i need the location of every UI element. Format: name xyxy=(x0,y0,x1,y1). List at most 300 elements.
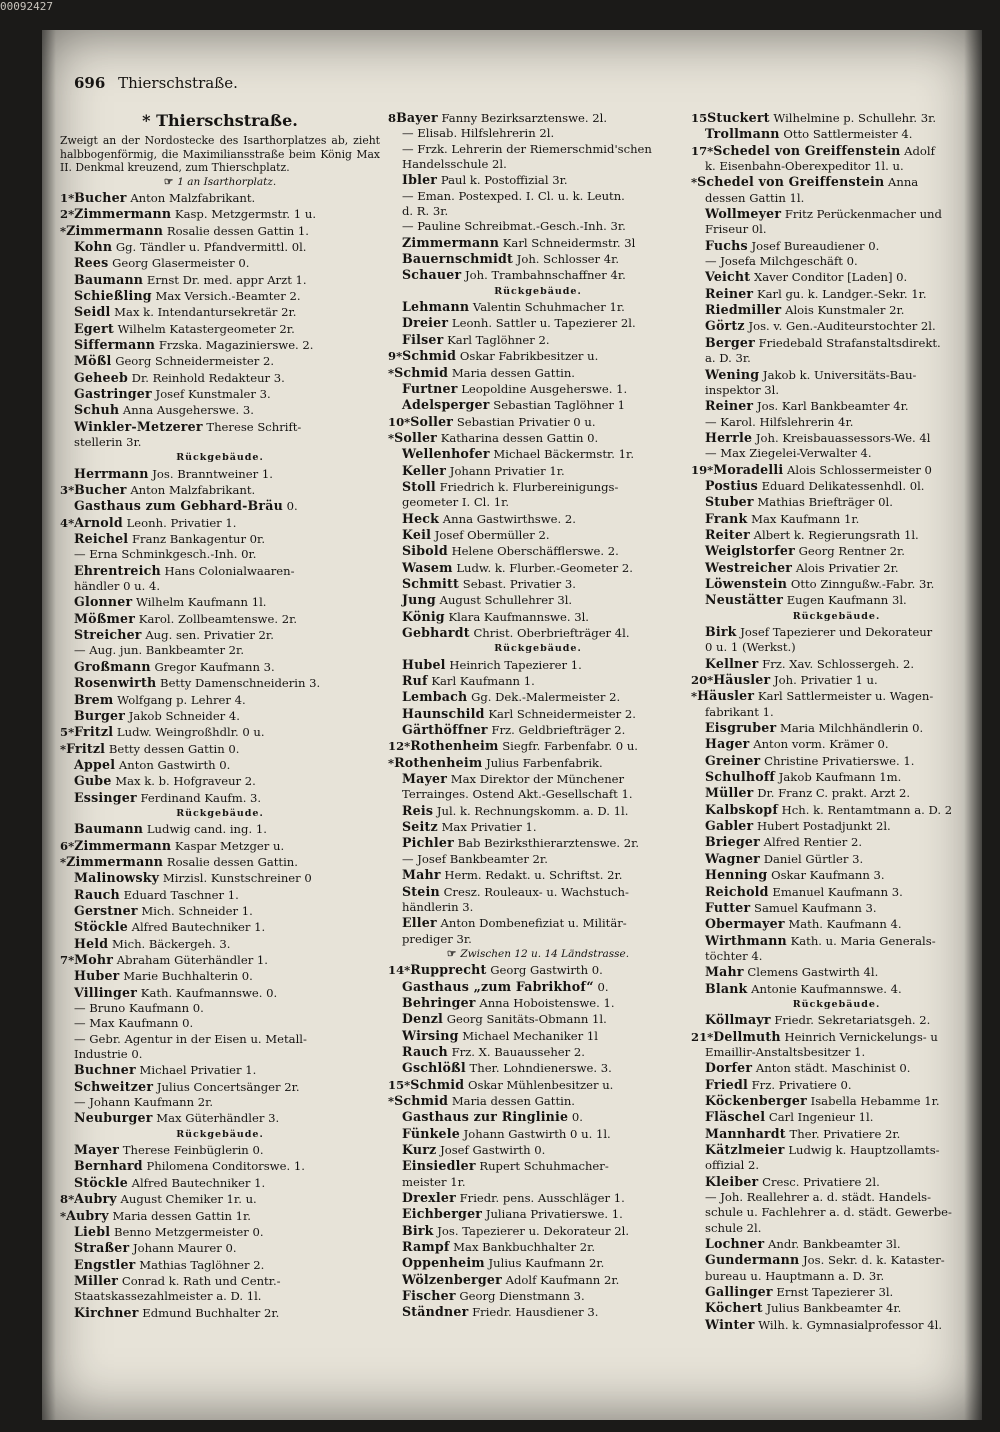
resident-name: Reichold xyxy=(705,883,769,899)
resident-entry xyxy=(60,627,380,643)
resident-entry xyxy=(60,1208,380,1224)
resident-entry xyxy=(388,543,688,559)
resident-entry xyxy=(691,851,982,867)
resident-details: Gg. Tändler u. Pfandvermittl. 0l. xyxy=(115,239,307,254)
running-head-title: Thierschstraße. xyxy=(118,74,238,92)
resident-details: Rosalie dessen Gattin. xyxy=(166,854,298,869)
resident-name: Gasthaus zur Ringlinie xyxy=(402,1109,569,1125)
resident-details: Otto Zinngußw.-Fabr. 3r. xyxy=(790,576,935,591)
house-number: * xyxy=(388,365,395,380)
resident-details: Anna xyxy=(888,175,919,190)
resident-entry xyxy=(60,659,380,675)
resident-name: Geheeb xyxy=(74,369,128,385)
resident-details: Kath. Kaufmannswe. 0. xyxy=(140,985,278,1000)
resident-details: Heinrich Vernickelungs- u xyxy=(784,1029,938,1044)
resident-entry xyxy=(691,143,982,159)
resident-name: Glonner xyxy=(74,594,133,610)
street-title: * Thierschstraße. xyxy=(142,111,298,130)
resident-name: Rosenwirth xyxy=(74,675,157,691)
resident-details: Frz. Xav. Schlossergeh. 2. xyxy=(762,656,915,671)
resident-entry xyxy=(388,1272,688,1288)
resident-entry xyxy=(691,1060,982,1076)
resident-details: Franz Bankagentur 0r. xyxy=(131,532,266,547)
resident-details: Maria Milchhändlerin 0. xyxy=(780,721,924,736)
resident-details: Friedr. Sekretariatsgeh. 2. xyxy=(774,1013,931,1028)
resident-details: Georg Glasermeister 0. xyxy=(112,256,250,271)
resident-name: Baumann xyxy=(74,821,144,837)
resident-details: Max Privatier 1. xyxy=(441,820,537,835)
resident-details: Hans Colonialwaaren- xyxy=(164,563,295,578)
resident-name: Schauer xyxy=(402,267,462,283)
resident-details: Max Güterhändler 3. xyxy=(156,1111,280,1126)
entry-continuation: — Frzk. Lehrerin der Riemerschmid'schen xyxy=(402,141,652,156)
resident-name: Drexler xyxy=(402,1190,456,1206)
resident-entry xyxy=(388,560,688,576)
resident-entry xyxy=(691,560,982,576)
resident-details: Jakob Schneider 4. xyxy=(128,708,240,723)
resident-name: Streicher xyxy=(74,627,142,643)
resident-entry xyxy=(388,1304,688,1320)
entry-continuation: — Max Kaufmann 0. xyxy=(74,1016,194,1031)
resident-details: Karol. Zollbeamtenswe. 2r. xyxy=(138,611,298,626)
resident-details: Max k. b. Hofgraveur 2. xyxy=(115,774,256,789)
resident-details: Bab Bezirksthierarztenswe. 2r. xyxy=(457,836,640,851)
resident-details: Philomena Conditorswe. 1. xyxy=(146,1159,305,1174)
resident-name: Schmid xyxy=(402,348,457,364)
house-number: * xyxy=(388,755,395,770)
resident-name: Trollmann xyxy=(705,126,780,142)
resident-name: Mößmer xyxy=(74,610,136,626)
resident-entry xyxy=(691,1284,982,1300)
resident-name: Köchert xyxy=(705,1300,763,1316)
resident-name: Rampf xyxy=(402,1239,450,1255)
entry-continuation: — Johann Kaufmann 2r. xyxy=(74,1095,214,1110)
resident-details: Julius Kaufmann 2r. xyxy=(488,1256,605,1271)
resident-details: Mirzisl. Kunstschreiner 0 xyxy=(162,871,312,886)
resident-name: Häusler xyxy=(697,688,755,704)
section-subheading: Rückgebäude. xyxy=(176,1128,264,1140)
resident-entry xyxy=(388,235,688,251)
house-number: * xyxy=(60,854,67,869)
resident-entry xyxy=(60,239,380,255)
resident-name: Friedl xyxy=(705,1076,748,1092)
resident-name: Rees xyxy=(74,255,109,271)
resident-entry xyxy=(388,1077,688,1093)
resident-name: Ständner xyxy=(402,1304,469,1320)
resident-details: Maria dessen Gattin. xyxy=(451,1093,575,1108)
resident-name: Zimmermann xyxy=(74,837,172,853)
entry-continuation: — Max Ziegelei-Verwalter 4. xyxy=(705,446,872,461)
resident-name: Mannhardt xyxy=(705,1125,786,1141)
resident-name: Rauch xyxy=(402,1043,448,1059)
resident-name: Gube xyxy=(74,773,112,789)
resident-entry xyxy=(60,968,380,984)
resident-details: Adolf xyxy=(904,143,935,158)
resident-details: Michael Privatier 1. xyxy=(139,1063,257,1078)
resident-entry xyxy=(60,741,380,757)
section-subheading: Rückgebäude. xyxy=(176,452,264,464)
resident-entry xyxy=(388,348,688,364)
resident-details: Georg Gastwirth 0. xyxy=(490,963,603,978)
entry-continuation: Emaillir-Anstaltsbesitzer 1. xyxy=(705,1044,866,1059)
resident-entry xyxy=(60,790,380,806)
resident-name: Aubry xyxy=(74,1191,117,1207)
resident-entry xyxy=(691,367,982,383)
resident-name: Straßer xyxy=(74,1240,130,1256)
resident-entry xyxy=(60,515,380,531)
resident-details: Cresc. Privatiere 2l. xyxy=(762,1174,880,1189)
resident-details: Alois Privatier 2r. xyxy=(795,560,899,575)
resident-name: Gasthaus „zum Fabrikhof“ xyxy=(402,978,594,994)
resident-entry xyxy=(60,1240,380,1256)
resident-name: Rothenheim xyxy=(394,754,483,770)
house-number: * xyxy=(60,741,67,756)
resident-name: Köckenberger xyxy=(705,1092,807,1108)
entry-continuation: händler 0 u. 4. xyxy=(74,579,161,594)
house-number: * xyxy=(388,430,395,445)
resident-name: Siffermann xyxy=(74,336,156,352)
resident-entry xyxy=(388,657,688,673)
resident-entry xyxy=(388,867,688,883)
resident-details: Ther. Lohndienerswe. 3. xyxy=(469,1061,612,1076)
entry-continuation: — Elisab. Hilfslehrerin 2l. xyxy=(402,126,555,141)
resident-details: Abraham Güterhändler 1. xyxy=(116,953,268,967)
entry-continuation: Industrie 0. xyxy=(74,1047,143,1062)
resident-entry xyxy=(691,736,982,752)
column-1 xyxy=(60,110,380,1321)
entry-continuation: — Pauline Schreibmat.-Gesch.-Inh. 3r. xyxy=(402,219,626,234)
house-number: 19* xyxy=(691,462,714,477)
resident-entry xyxy=(691,1029,982,1045)
resident-entry xyxy=(60,1175,380,1191)
resident-entry xyxy=(691,318,982,334)
resident-entry xyxy=(691,624,982,640)
house-number: * xyxy=(60,1208,67,1223)
resident-name: Fischer xyxy=(402,1288,456,1304)
resident-entry xyxy=(388,527,688,543)
entry-continuation: stellerin 3r. xyxy=(74,435,142,449)
resident-details: Valentin Schuhmacher 1r. xyxy=(472,300,625,315)
resident-details: Mathias Briefträger 0l. xyxy=(757,495,893,510)
resident-entry xyxy=(60,708,380,724)
resident-entry xyxy=(60,1110,380,1126)
resident-details: Joh. Kreisbauassessors-We. 4l xyxy=(755,430,931,445)
resident-details: Hch. k. Rentamtmann a. D. 2 xyxy=(781,802,953,817)
resident-name: Gärthöffner xyxy=(402,722,488,738)
resident-details: Carl Ingenieur 1l. xyxy=(768,1110,874,1125)
resident-entry xyxy=(388,576,688,592)
resident-details: Jul. k. Rechnungskomm. a. D. 1l. xyxy=(436,803,629,818)
resident-details: Juliana Privatierswe. 1. xyxy=(485,1207,623,1222)
resident-name: Gastringer xyxy=(74,385,152,401)
resident-details: Max Versich.-Beamter 2. xyxy=(155,288,301,303)
resident-name: Rupprecht xyxy=(410,962,487,978)
resident-entry xyxy=(388,771,688,787)
resident-details: Julius Farbenfabrik. xyxy=(486,755,603,770)
resident-entry xyxy=(691,916,982,932)
resident-details: Max Kaufmann 1r. xyxy=(751,511,860,526)
resident-name: Löwenstein xyxy=(705,575,788,591)
resident-name: Häusler xyxy=(713,672,771,688)
resident-details: Georg Rentner 2r. xyxy=(798,544,905,559)
resident-details: Mich. Bäckergeh. 3. xyxy=(112,936,231,951)
resident-name: Keil xyxy=(402,526,432,542)
house-number: * xyxy=(691,175,698,190)
resident-name: Müller xyxy=(705,785,754,801)
resident-entry xyxy=(691,462,982,478)
resident-entry xyxy=(691,1142,982,1158)
resident-name: Eichberger xyxy=(402,1206,483,1222)
resident-details: Max Direktor der Münchener xyxy=(450,772,625,787)
house-number: 15 xyxy=(691,111,708,125)
resident-name: Gallinger xyxy=(705,1284,773,1300)
resident-name: Kohn xyxy=(74,238,113,254)
resident-name: Schuh xyxy=(74,402,120,418)
resident-entry xyxy=(60,887,380,903)
resident-name: Kleiber xyxy=(705,1173,759,1189)
resident-details: Sebast. Privatier 3. xyxy=(462,576,576,591)
resident-details: Wilhelm Katastergeometer 2r. xyxy=(117,321,295,336)
resident-entry xyxy=(60,952,380,968)
resident-entry xyxy=(60,870,380,886)
resident-entry xyxy=(691,174,982,190)
resident-name: Bucher xyxy=(74,189,127,205)
resident-entry xyxy=(60,692,380,708)
resident-entry xyxy=(60,1079,380,1095)
resident-name: Essinger xyxy=(74,789,137,805)
resident-entry xyxy=(60,821,380,837)
resident-details: Kaspar Metzger u. xyxy=(174,838,285,853)
resident-details: Aug. sen. Privatier 2r. xyxy=(145,628,274,643)
house-number: 7* xyxy=(60,953,75,967)
resident-details: Jakob k. Universitäts-Bau- xyxy=(762,367,917,382)
resident-name: Miller xyxy=(74,1272,119,1288)
resident-entry xyxy=(691,110,982,126)
resident-entry xyxy=(388,1288,688,1304)
resident-entry xyxy=(388,299,688,315)
resident-name: Frank xyxy=(705,510,748,526)
resident-name: Schedel von Greiffenstein xyxy=(713,142,901,158)
resident-details: Josef Obermüller 2. xyxy=(434,527,550,542)
resident-details: Alfred Bautechniker 1. xyxy=(131,1175,266,1190)
resident-entry xyxy=(388,172,688,188)
resident-name: Birk xyxy=(402,1222,434,1238)
resident-entry xyxy=(388,592,688,608)
resident-name: Dellmuth xyxy=(713,1028,781,1044)
resident-details: 0. xyxy=(571,1110,583,1125)
resident-entry xyxy=(60,304,380,320)
resident-entry xyxy=(691,576,982,592)
resident-details: Michael Mechaniker 1l xyxy=(462,1028,598,1043)
resident-details: Friedr. pens. Ausschläger 1. xyxy=(459,1191,625,1206)
house-number: 14* xyxy=(388,963,411,978)
resident-entry xyxy=(388,267,688,283)
resident-name: Stuckert xyxy=(707,110,770,125)
resident-entry xyxy=(691,933,982,949)
resident-details: Jos. Sekr. d. k. Kataster- xyxy=(803,1253,945,1268)
resident-entry xyxy=(60,419,380,435)
resident-name: Brieger xyxy=(705,834,760,850)
resident-name: Lehmann xyxy=(402,299,470,315)
resident-name: Baumann xyxy=(74,271,144,287)
resident-details: Gg. Dek.-Malermeister 2. xyxy=(471,690,621,705)
resident-name: Sibold xyxy=(402,543,448,559)
resident-name: Adelsperger xyxy=(402,397,490,413)
resident-entry xyxy=(691,1109,982,1125)
resident-name: Denzl xyxy=(402,1011,444,1027)
resident-entry xyxy=(691,720,982,736)
resident-entry xyxy=(691,1174,982,1190)
resident-entry xyxy=(388,755,688,771)
resident-details: Friedrich k. Flurbereinigungs- xyxy=(439,479,619,494)
resident-details: Edmund Buchhalter 2r. xyxy=(142,1305,280,1320)
house-number: 8 xyxy=(388,111,397,125)
resident-entry xyxy=(60,482,380,498)
resident-name: Gasthaus zum Gebhard-Bräu xyxy=(74,498,283,514)
resident-entry xyxy=(388,625,688,641)
resident-details: Daniel Gürtler 3. xyxy=(763,851,864,866)
resident-name: Neuburger xyxy=(74,1110,153,1126)
resident-entry xyxy=(388,884,688,900)
resident-entry xyxy=(691,981,982,997)
entry-continuation: Handelsschule 2l. xyxy=(402,157,507,172)
house-number: 6* xyxy=(60,838,75,853)
entry-continuation: schule u. Fachlehrer a. d. städt. Gewerbe- xyxy=(705,1205,952,1220)
resident-entry xyxy=(60,1257,380,1273)
resident-details: Max Bankbuchhalter 2r. xyxy=(453,1240,596,1255)
house-pointer-note xyxy=(388,947,688,962)
resident-entry xyxy=(691,398,982,414)
resident-name: Futter xyxy=(705,899,751,915)
resident-entry xyxy=(388,479,688,495)
resident-name: Hager xyxy=(705,736,750,752)
resident-name: Wellenhofer xyxy=(402,446,490,462)
resident-details: Otto Sattlermeister 4. xyxy=(783,127,913,142)
resident-name: Reiter xyxy=(705,526,750,542)
resident-details: Christine Privatierswe. 1. xyxy=(764,753,915,768)
resident-name: Veicht xyxy=(705,269,751,285)
resident-name: Henning xyxy=(705,867,768,883)
resident-details: Frz. Privatiere 0. xyxy=(751,1077,852,1092)
resident-name: Stuber xyxy=(705,494,754,510)
resident-entry xyxy=(388,1109,688,1125)
resident-name: Kellner xyxy=(705,655,759,671)
resident-name: Appel xyxy=(74,756,116,772)
resident-name: Herrmann xyxy=(74,465,149,481)
resident-details: Samuel Kaufmann 3. xyxy=(754,900,877,915)
entry-continuation: d. R. 3r. xyxy=(402,204,449,219)
scan-id: 00092427 xyxy=(0,0,53,13)
resident-name: Wasem xyxy=(402,559,453,575)
resident-name: Schießling xyxy=(74,287,152,303)
resident-name: Ibler xyxy=(402,172,438,188)
resident-details: Eduard Taschner 1. xyxy=(123,887,239,902)
resident-name: Stöckle xyxy=(74,1174,128,1190)
resident-details: Friedebald Strafanstaltsdirekt. xyxy=(758,335,941,350)
resident-name: Reichel xyxy=(74,531,129,547)
resident-name: Kalbskopf xyxy=(705,801,778,817)
section-subheading: Rückgebäude. xyxy=(494,285,582,297)
house-number: 9* xyxy=(388,349,403,364)
resident-entry xyxy=(388,511,688,527)
resident-name: Weiglstorfer xyxy=(705,543,795,559)
resident-name: Haunschild xyxy=(402,705,485,721)
resident-name: Reiner xyxy=(705,285,754,301)
resident-entry xyxy=(388,397,688,413)
resident-name: Fuchs xyxy=(705,237,748,253)
resident-details: Eugen Kaufmann 3l. xyxy=(786,593,907,608)
resident-name: Gabler xyxy=(705,818,754,834)
entry-continuation: 0 u. 1 (Werkst.) xyxy=(705,640,796,655)
resident-name: Gebhardt xyxy=(402,625,470,640)
resident-details: Oskar Mühlenbesitzer u. xyxy=(467,1077,614,1092)
resident-details: Siegfr. Farbenfabr. 0 u. xyxy=(502,739,638,754)
resident-details: Josef Bureaudiener 0. xyxy=(751,238,880,253)
resident-entry xyxy=(691,126,982,142)
resident-name: Keller xyxy=(402,462,447,478)
resident-name: Gschlößl xyxy=(402,1060,466,1076)
pointer-text: Zwischen 12 u. 14 Ländstrasse. xyxy=(460,947,630,960)
resident-details: Gregor Kaufmann 3. xyxy=(154,659,275,674)
resident-name: Ehrentreich xyxy=(74,562,161,578)
resident-entry xyxy=(60,370,380,386)
entry-continuation: Staatskassezahlmeister a. D. 1l. xyxy=(74,1289,262,1304)
resident-name: Moradelli xyxy=(713,461,784,477)
house-number: 17* xyxy=(691,143,714,158)
resident-entry xyxy=(388,110,688,126)
resident-name: Kätzlmeier xyxy=(705,1142,785,1157)
section-subheading: Rückgebäude. xyxy=(176,807,264,819)
resident-name: Wollmeyer xyxy=(705,206,782,222)
resident-name: Köllmayr xyxy=(705,1012,771,1028)
resident-details: Herm. Redakt. u. Schriftst. 2r. xyxy=(444,868,623,883)
resident-details: Conrad k. Rath und Centr.- xyxy=(121,1273,281,1288)
resident-name: Lochner xyxy=(705,1236,765,1252)
resident-name: Schmid xyxy=(394,1092,449,1108)
running-head xyxy=(74,74,238,92)
resident-entry xyxy=(60,903,380,919)
resident-entry xyxy=(691,964,982,980)
resident-details: Cresz. Rouleaux- u. Wachstuch- xyxy=(443,884,629,899)
resident-entry xyxy=(691,1093,982,1109)
resident-entry xyxy=(691,1012,982,1028)
resident-details: Michael Bäckermstr. 1r. xyxy=(493,447,635,462)
resident-details: Georg Schneidermeister 2. xyxy=(115,354,275,369)
resident-details: Leopoldine Ausgeherswe. 1. xyxy=(461,381,628,396)
resident-entry xyxy=(60,353,380,369)
resident-name: Hubel xyxy=(402,656,446,672)
resident-details: Rosalie dessen Gattin 1. xyxy=(166,223,309,238)
resident-name: Seidl xyxy=(74,304,111,320)
resident-name: Winter xyxy=(705,1316,755,1332)
resident-details: Oskar Kaufmann 3. xyxy=(771,868,885,883)
resident-entry xyxy=(388,1011,688,1027)
resident-name: Pichler xyxy=(402,835,454,851)
resident-entry xyxy=(691,206,982,222)
resident-entry xyxy=(691,688,982,704)
resident-details: Math. Kaufmann 4. xyxy=(788,917,902,932)
house-number: 12* xyxy=(388,739,411,754)
resident-details: Wilhelm Kaufmann 1l. xyxy=(136,595,267,610)
resident-details: Ernst Dr. med. appr Arzt 1. xyxy=(146,272,307,287)
resident-name: Fünkele xyxy=(402,1125,460,1141)
resident-name: Brem xyxy=(74,691,114,707)
resident-entry xyxy=(691,867,982,883)
resident-name: Schulhoff xyxy=(705,769,776,785)
resident-entry xyxy=(60,337,380,353)
resident-details: Frzska. Magazinierswe. 2. xyxy=(158,337,314,352)
resident-entry xyxy=(60,675,380,691)
